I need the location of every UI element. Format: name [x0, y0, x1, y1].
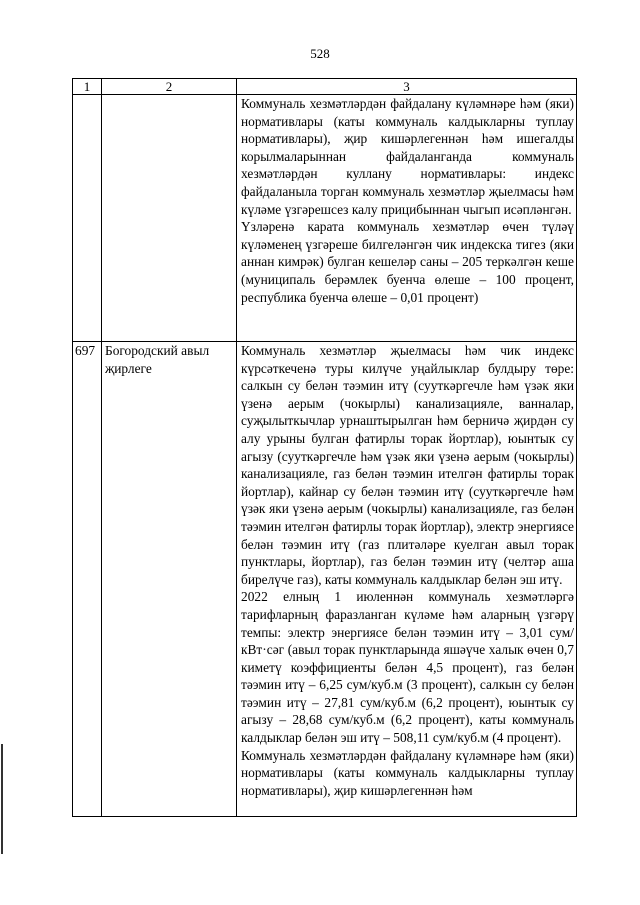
row-text-cell [237, 342, 577, 817]
table-row [73, 95, 577, 342]
row-name-cell [102, 95, 237, 342]
table-header-row [73, 79, 577, 95]
row-text-cell [237, 95, 577, 342]
row-name: Богородский авыл җирлеге [105, 343, 210, 376]
page-number: 528 [310, 46, 330, 61]
header-col-3: 3 [237, 79, 577, 95]
header-col-1: 1 [73, 79, 102, 95]
document-table [72, 78, 577, 817]
row-number-cell [73, 342, 102, 817]
paragraph: 2022 елның 1 июленнән коммуналь хезмәтләргә тарифларның фаразланган күләме һәм аларның үзгәрү темпы: электр энергиясе белән тәэмин итү – 3,01 сум/кВт·сәг (авыл торак пунктларында яшәүче халык өчен 0,7 киметү коэффициенты белән 4,5 процент), газ белән тәэмин итү – 6,25 сум/куб.м (3 процент), салкын су белән тәэмин итү – 27,81 сум/куб.м (6,2 процент), юынтык су агызу – 28,68 сум/куб.м (6,2 процент), каты коммуналь калдыклар белән эш итү – 508,11 сум/куб.м (4 процент). [241, 589, 574, 746]
paragraph: Үзләренә карата коммуналь хезмәтләр өчен түләү күләменең үзгәреше билгеләнгән чик индекска тигез (яки аннан кимрәк) булган кешеләр саны – 205 теркәлгән кеше (муниципаль берәмлек буенча өлеше – 100 процент, республика буенча өлеше – 0,01 процент) [241, 219, 574, 305]
table-row [73, 342, 577, 817]
row-name-cell [102, 342, 237, 817]
paragraph: Коммуналь хезмәтләр җыелмасы һәм чик индекс күрсәткеченә туры килүче уңайлыклар булдыру төре: салкын су белән тәэмин итү (сууткәргечле һәм үзәк яки үзенә аерым (чокырлы) канализацияле, ванналар, суҗылыткычлар урнаштырылган һәм берничә җирдән су алу урыны булган фатирлы торак йортлар), юынтык су агызу (сууткәргечле һәм үзәк яки үзенә аерым (чокырлы) канализацияле, газ белән тәэмин ителгән фатирлы торак йортлар), кайнар су белән тәэмин итү (сууткәргечле һәм үзәк яки үзенә аерым (чокырлы) канализацияле, газ белән тәэмин ителгән фатирлы торак йортлар), электр энергиясе белән тәэмин итү (газ плитәләре куелган авыл торак пунктлары, йортлар), газ белән тәэмин итү (челтәр аша бирелүче газ), каты коммуналь калдыклар белән эш итү. [241, 343, 574, 587]
scan-edge-mark [1, 744, 3, 854]
paragraph: Коммуналь хезмәтләрдән файдалану күләмнәре һәм (яки) нормативлары (каты коммуналь калдыкларны туплау нормативлары), җир кишәрлегеннән һәм ишегалды корылмаларыннан файдаланганда коммуналь хезмәтләрдән куллану нормативлары: индекс файдаланыла торган коммуналь хезмәтләр җыелмасы һәм күләме үзгәрешсез калу прицибыннан чыгып исәпләнгән. [241, 96, 574, 217]
paragraph: Коммуналь хезмәтләрдән файдалану күләмнәре һәм (яки) нормативлары (каты коммуналь калдыкларны туплау нормативлары), җир кишәрлегеннән һәм [241, 747, 574, 798]
row-number: 697 [75, 343, 96, 358]
header-col-2: 2 [102, 79, 237, 95]
row-number-cell [73, 95, 102, 342]
